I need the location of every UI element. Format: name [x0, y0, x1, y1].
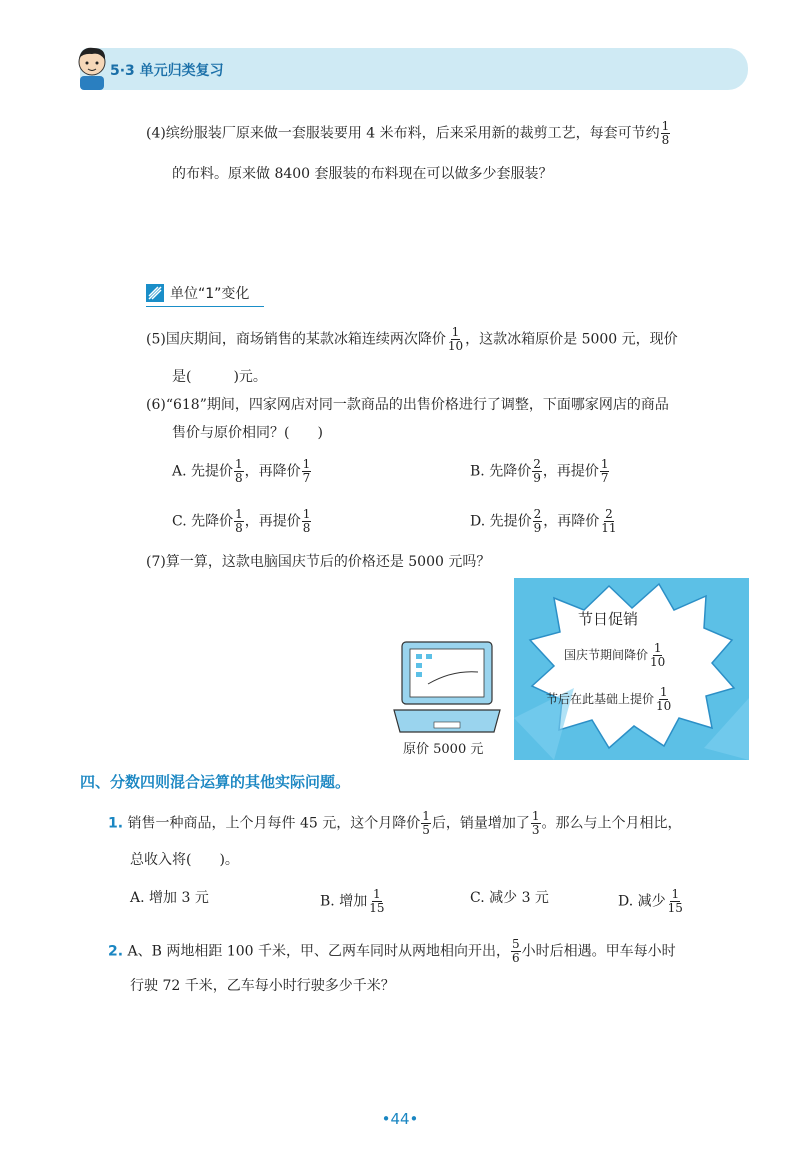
p1-option-b: B. 增加 $\frac{1}{15}$ [320, 887, 385, 915]
section4-title: 四、分数四则混合运算的其他实际问题。 [80, 773, 351, 791]
p1-line2: 总收入将( )。 [130, 852, 239, 868]
promo-line2: 节后在此基础上提价 $\frac{1}{10}$ [546, 685, 672, 713]
q6-option-b: B. 先降价 $\frac{2}{9}$ ，再提价 $\frac{1}{7}$ [470, 457, 609, 485]
boy-avatar-icon [72, 44, 112, 90]
p1-option-d: D. 减少 $\frac{1}{15}$ [618, 887, 683, 915]
page-number: •44• [381, 1110, 419, 1128]
p2-number: 2. [108, 943, 124, 960]
q5-line2: 是( )元。 [172, 369, 267, 385]
q5-text-b: ，这款冰箱原价是 5000 元，现价 [465, 331, 678, 348]
section-tag-label: 单位“1”变化 [170, 286, 250, 302]
promo-title: 节日促销 [578, 610, 639, 628]
promo-line1: 国庆节期间降价 $\frac{1}{10}$ [564, 641, 666, 669]
p1-line1: 1. 销售一种商品，上个月每件 45 元，这个月降价 $\frac{1}{5}$ 后，销量增加了 $\frac{1}{3}$ 。那么与上个月相比， [108, 809, 682, 837]
laptop-icon [392, 640, 502, 736]
q4-line1 [146, 120, 671, 147]
q4-line2: 的布料。原来做 8400 套服装的布料现在可以做多少套服装？ [172, 166, 553, 182]
q6-option-c: C. 先降价 $\frac{1}{8}$ ，再提价 $\frac{1}{8}$ [172, 507, 311, 535]
q5-text-a: (5)国庆期间，商场销售的某款冰箱连续两次降价 [146, 331, 446, 348]
pen-tag-icon [146, 284, 164, 302]
q6-option-d: D. 先提价 $\frac{2}{9}$ ，再降价 $\frac{2}{11}$ [470, 507, 617, 535]
p1-option-a: A. 增加 3 元 [130, 890, 209, 906]
p2-line2: 行驶 72 千米，乙车每小时行驶多少千米？ [130, 978, 395, 994]
page-header-title: 5·3 单元归类复习 [110, 63, 224, 79]
q5-fraction: $\frac{1}{10}$ [447, 325, 464, 353]
q6-option-a: A. 先提价 $\frac{1}{8}$ ，再降价 $\frac{1}{7}$ [172, 457, 311, 485]
p1-option-c: C. 减少 3 元 [470, 890, 549, 906]
section-tag-underline [146, 306, 264, 307]
q7-line1: (7)算一算，这款电脑国庆节后的价格还是 5000 元吗？ [146, 554, 491, 570]
promo-burst-shape [514, 578, 749, 760]
q5-line1 [146, 326, 678, 353]
laptop-caption: 原价 5000 元 [403, 742, 484, 757]
q4-text: (4)缤纷服装厂原来做一套服装要用 4 米布料，后来采用新的裁剪工艺，每套可节约 [146, 125, 660, 142]
q6-line1: (6)“618”期间，四家网店对同一款商品的出售价格进行了调整，下面哪家网店的商品 [146, 397, 669, 413]
p1-number: 1. [108, 815, 124, 832]
p2-line1: 2. A、B 两地相距 100 千米，甲、乙两车同时从两地相向开出， $\frac{5}{6}$ 小时后相遇。甲车每小时 [108, 937, 676, 965]
q4-fraction: $\frac{1}{8}$ [661, 119, 670, 147]
q6-line2: 售价与原价相同？( ) [172, 425, 323, 441]
